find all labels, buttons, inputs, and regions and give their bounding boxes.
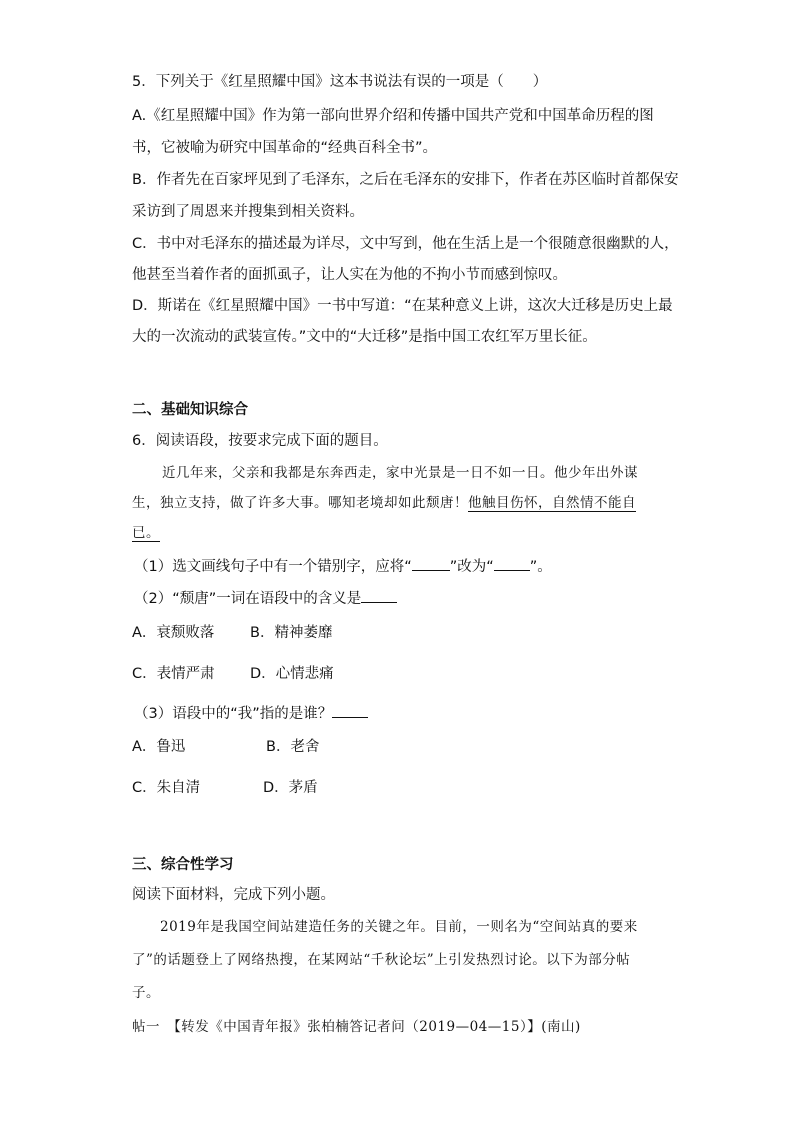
sub3-stem: （3）语段中的“我”指的是谁？ [134,706,333,722]
passage-line-2 [132,493,636,513]
q5-option-d-line1: D．斯诺在《红星照耀中国》一书中写道：“在某种意义上讲，这次大迁移是历史上最 [132,298,673,314]
sub2-option-a: A．衰颓败落 [132,625,215,641]
sub-question-3 [134,703,368,724]
sub1-suffix: ”。 [529,559,552,575]
sub3-option-c: C．朱自清 [132,780,201,796]
passage-underlined-sentence-end: 已。 [132,525,160,541]
answer-blank-sub2[interactable] [361,588,397,603]
passage-line-3 [132,523,160,543]
section3-intro: 阅读下面材料，完成下列小题。 [132,887,335,903]
answer-blank-sub3[interactable] [332,703,368,718]
q5-option-c-line2: 他甚至当着作者的面抓虱子，让人实在为他的不拘小节而感到惊叹。 [132,267,567,283]
q6-stem: 6．阅读语段，按要求完成下面的题目。 [132,433,388,449]
sub3-option-d: D．茅盾 [263,780,318,796]
sub2-option-b: B．精神萎靡 [250,625,333,641]
material-line-3: 子。 [132,985,160,1001]
material-line-2: 了”的话题登上了网络热搜，在某网站“千秋论坛”上引发热烈讨论。以下为部分帖 [132,952,631,968]
section2-heading: 二、基础知识综合 [132,402,248,418]
q5-option-b-line1: B．作者先在百家坪见到了毛泽东，之后在毛泽东的安排下，作者在苏区临时首都保安 [132,172,679,188]
sub2-stem: （2）“颓唐”一词在语段中的含义是 [134,591,362,607]
passage-underlined-sentence: 他触目伤怀，自然情不能自 [468,495,636,511]
sub1-mid: ”改为“ [449,559,494,575]
q5-option-b-line2: 采访到了周恩来并搜集到相关资料。 [132,204,364,220]
answer-blank-wrong-char[interactable] [412,556,450,571]
passage-line-2-plain: 生，独立支持，做了许多大事。哪知老境却如此颓唐！ [132,495,468,511]
sub-question-1 [134,556,552,577]
passage-line-1: 近几年来，父亲和我都是东奔西走，家中光景是一日不如一日。他少年出外谋 [162,465,638,481]
q5-option-a-line1: A.《红星照耀中国》作为第一部向世界介绍和传播中国共产党和中国革命历程的图 [132,108,654,124]
post-1: 帖一 【转发《中国青年报》张柏楠答记者问（2019—04—15）】(南山) [132,1019,581,1035]
material-line-1: 2019年是我国空间站建造任务的关键之年。目前，一则名为“空间站真的要来 [160,919,638,935]
q5-option-a-line2: 书，它被喻为研究中国革命的“经典百科全书”。 [132,140,438,156]
sub-question-2 [134,588,397,609]
sub3-option-a: A．鲁迅 [132,739,186,755]
q5-option-d-line2: 大的一次流动的武装宣传。”文中的“大迁移”是指中国工农红军万里长征。 [132,329,597,345]
q5-stem: 5．下列关于《红星照耀中国》这本书说法有误的一项是（ ） [132,74,548,90]
q5-option-c-line1: C．书中对毛泽东的描述最为详尽，文中写到，他在生活上是一个很随意很幽默的人， [132,236,679,252]
sub2-option-c: C．表情严肃 [132,666,215,682]
answer-blank-correct-char[interactable] [494,556,530,571]
sub3-option-b: B．老舍 [266,739,320,755]
section3-heading: 三、综合性学习 [132,857,234,873]
sub2-option-d: D．心情悲痛 [250,666,334,682]
sub1-prefix: （1）选文画线句子中有一个错别字，应将“ [134,559,412,575]
